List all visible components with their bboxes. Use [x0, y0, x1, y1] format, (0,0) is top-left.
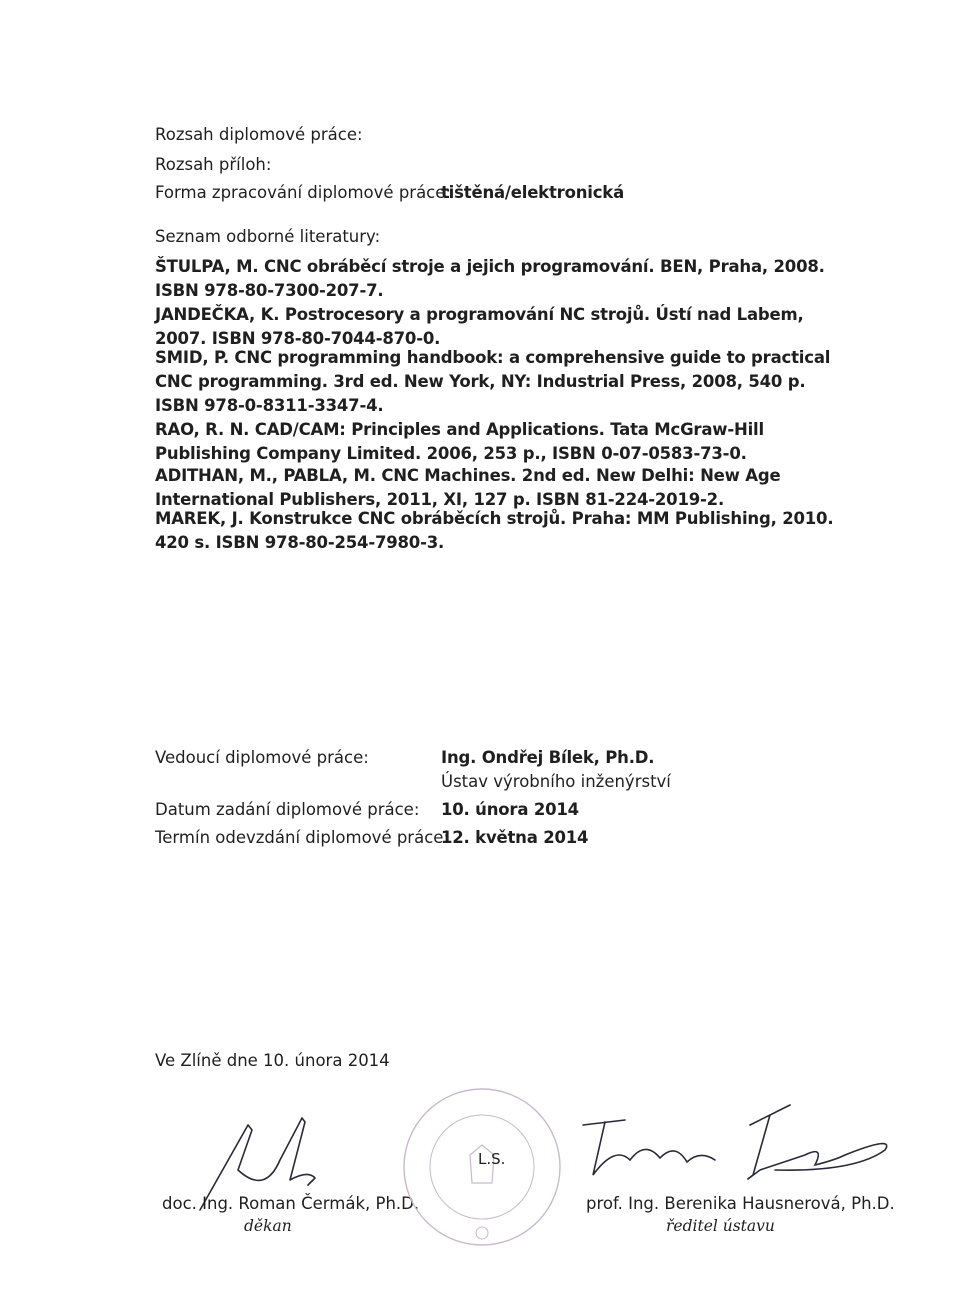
- director-title: ředitel ústavu: [666, 1217, 775, 1235]
- attachments-size-label: Rozsah příloh:: [155, 155, 272, 174]
- literature-entry: MAREK, J. Konstrukce CNC obráběcích strojů. Praha: MM Publishing, 2010. 420 s. ISBN 978-80-254-7980-3.: [155, 509, 834, 552]
- literature-entry: SMID, P. CNC programming handbook: a comprehensive guide to practical CNC programming. 3rd ed. New York, NY: Industrial Press, 2008, 540 p. ISBN 978-0-8311-3347-4.: [155, 348, 831, 415]
- due-date-label: Termín odevzdání diplomové práce:: [155, 828, 449, 847]
- supervisor-institute: Ústav výrobního inženýrství: [441, 772, 671, 791]
- literature-entry: ŠTULPA, M. CNC obráběcí stroje a jejich programování. BEN, Praha, 2008. ISBN 978-80-7300-207-7.: [155, 257, 825, 300]
- literature-entry: ADITHAN, M., PABLA, M. CNC Machines. 2nd ed. New Delhi: New Age International Publishers, 2011, XI, 127 p. ISBN 81-224-2019-2.: [155, 466, 781, 509]
- director-signature: [575, 1100, 905, 1195]
- literature-heading: Seznam odborné literatury:: [155, 227, 381, 246]
- stamp-label: L.S.: [478, 1150, 506, 1168]
- dean-name: doc. Ing. Roman Čermák, Ph.D.: [162, 1194, 420, 1213]
- literature-entry: RAO, R. N. CAD/CAM: Principles and Applications. Tata McGraw-Hill Publishing Company Limited. 2006, 253 p., ISBN 0-07-0583-73-0.: [155, 420, 764, 463]
- dean-title: děkan: [244, 1217, 292, 1235]
- literature-entry: JANDEČKA, K. Postrocesory a programování NC strojů. Ústí nad Labem, 2007. ISBN 978-80-7044-870-0.: [155, 305, 804, 348]
- due-date-value: 12. května 2014: [441, 828, 589, 847]
- assigned-date-value: 10. února 2014: [441, 800, 579, 819]
- place-date: Ve Zlíně dne 10. února 2014: [155, 1051, 390, 1070]
- assigned-date-label: Datum zadání diplomové práce:: [155, 800, 420, 819]
- supervisor-name: Ing. Ondřej Bílek, Ph.D.: [441, 748, 655, 767]
- director-name: prof. Ing. Berenika Hausnerová, Ph.D.: [586, 1194, 895, 1213]
- page-size-label: Rozsah diplomové práce:: [155, 125, 363, 144]
- supervisor-label: Vedoucí diplomové práce:: [155, 748, 369, 767]
- form-value: tištěná/elektronická: [441, 183, 625, 202]
- form-label: Forma zpracování diplomové práce:: [155, 183, 451, 202]
